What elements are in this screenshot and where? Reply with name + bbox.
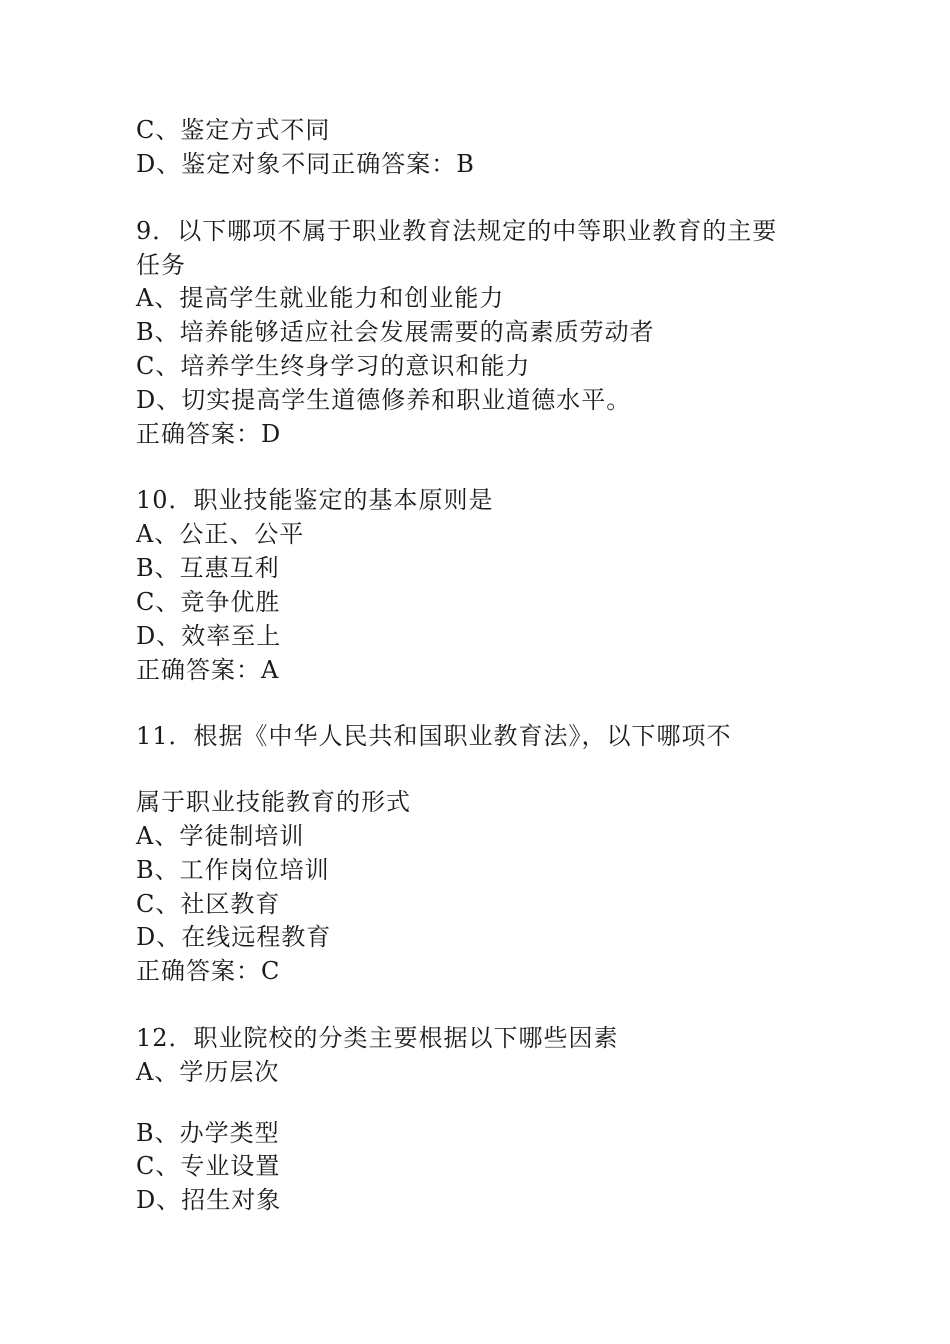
- q10-stem: 10．职业技能鉴定的基本原则是: [136, 486, 494, 514]
- q11-stem-line-1: 11．根据《中华人民共和国职业教育法》，以下哪项不: [136, 722, 732, 750]
- q10-option-d: D、效率至上: [136, 622, 282, 650]
- q10-option-a: A、公正、公平: [136, 520, 305, 548]
- q11-option-b: B、工作岗位培训: [136, 856, 330, 884]
- q9-stem-line-2: 任务: [136, 251, 186, 279]
- q11-option-a: A、学徒制培训: [136, 822, 305, 850]
- q11-answer: 正确答案：C: [136, 957, 281, 985]
- q11-stem-line-2: 属于职业技能教育的形式: [136, 788, 411, 816]
- q10-option-c: C、竞争优胜: [136, 588, 281, 616]
- q9-option-b: B、培养能够适应社会发展需要的高素质劳动者: [136, 318, 655, 346]
- q11-option-d: D、在线远程教育: [136, 923, 332, 951]
- q12-option-d: D、招生对象: [136, 1186, 282, 1214]
- q9-answer: 正确答案：D: [136, 420, 282, 448]
- q12-stem: 12．职业院校的分类主要根据以下哪些因素: [136, 1024, 619, 1052]
- q9-stem-line-1: 9．以下哪项不属于职业教育法规定的中等职业教育的主要: [136, 217, 778, 245]
- q8-option-c: C、鉴定方式不同: [136, 116, 331, 144]
- q12-option-c: C、专业设置: [136, 1152, 281, 1180]
- q11-option-c: C、社区教育: [136, 890, 281, 918]
- q12-option-b: B、办学类型: [136, 1119, 280, 1147]
- q10-option-b: B、互惠互利: [136, 554, 280, 582]
- q12-option-a: A、学历层次: [136, 1058, 280, 1086]
- q10-answer: 正确答案：A: [136, 656, 280, 684]
- q8-option-d-with-answer: D、鉴定对象不同正确答案：B: [136, 150, 475, 178]
- q9-option-d: D、切实提高学生道德修养和职业道德水平。: [136, 386, 632, 414]
- q9-option-a: A、提高学生就业能力和创业能力: [136, 284, 505, 312]
- q9-option-c: C、培养学生终身学习的意识和能力: [136, 352, 531, 380]
